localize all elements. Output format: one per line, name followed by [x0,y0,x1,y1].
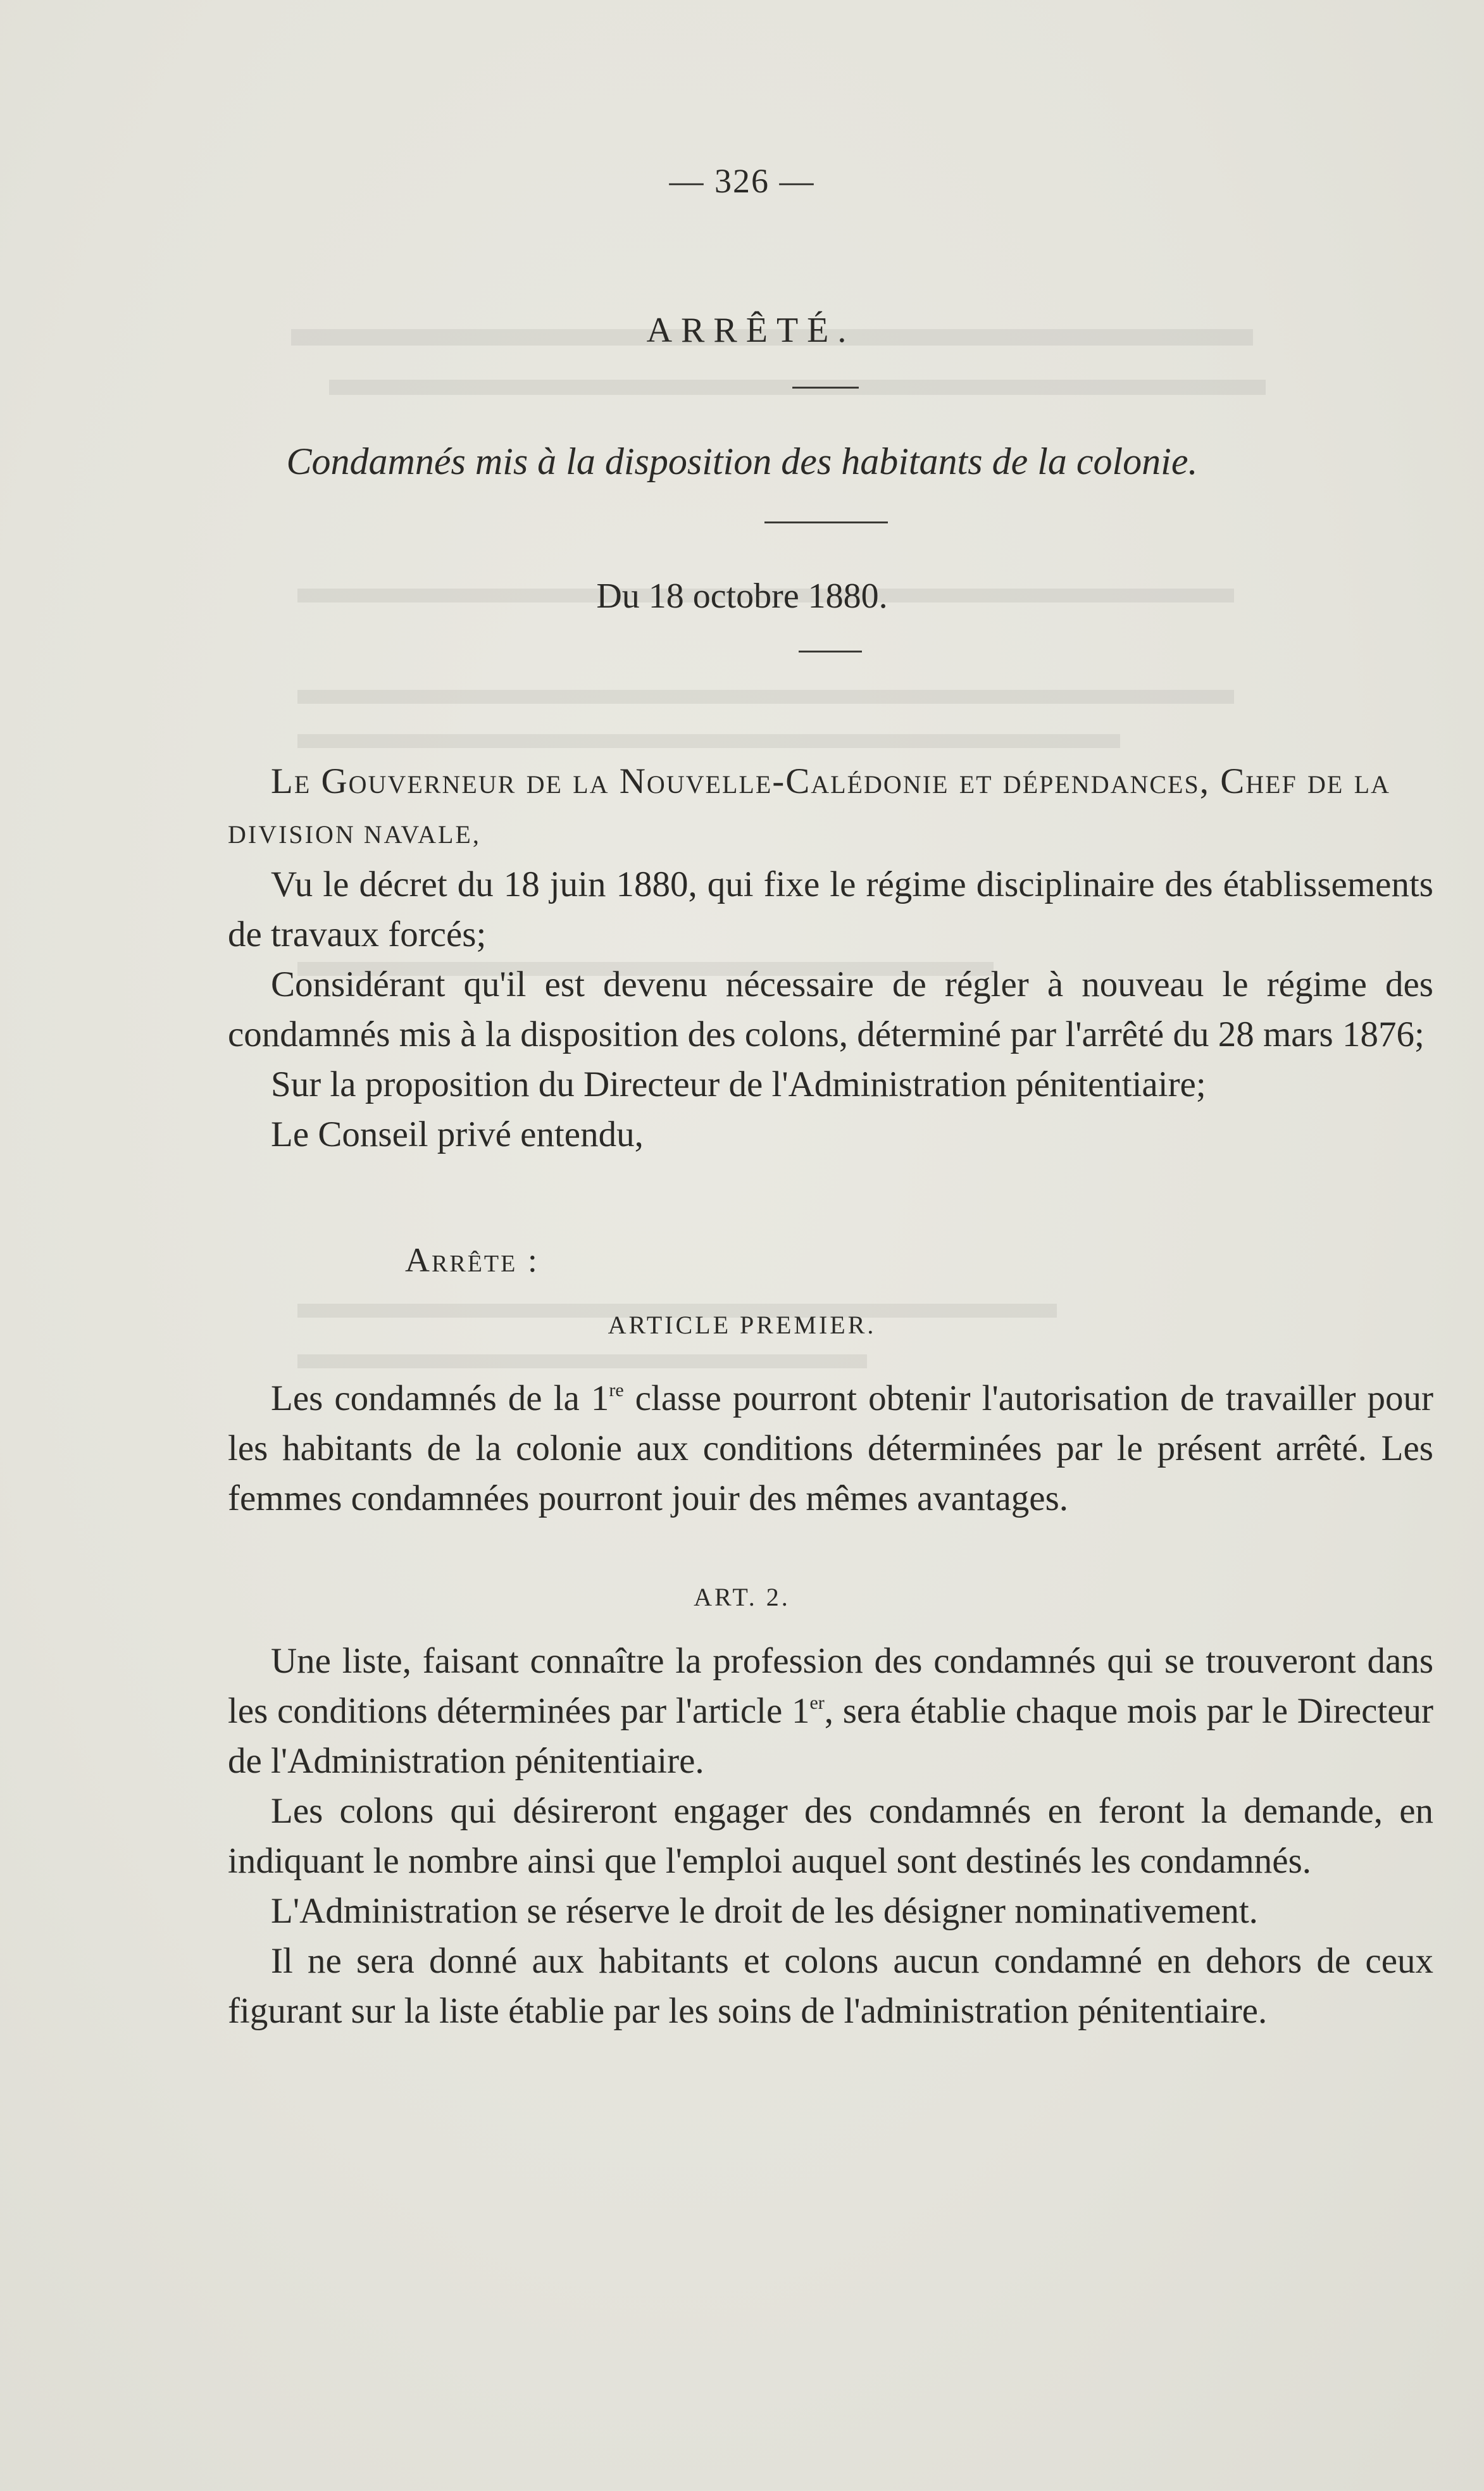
article-2-body [228,1636,1433,2036]
title-rule [792,387,859,389]
ordinal-superscript: re [609,1380,624,1401]
article-heading: ARTICLE PREMIER. [608,1311,876,1339]
consideration-paragraph: Vu le décret du 18 juin 1880, qui fixe le régime disciplinaire des établissements de travaux forcés; [228,865,1433,954]
consideration-paragraph: Sur la proposition du Directeur de l'Administration pénitentiaire; [271,1064,1206,1104]
article-heading: ART. 2. [694,1583,790,1611]
subtitle: Condamnés mis à la disposition des habitants de la colonie. [286,440,1198,482]
paragraph-text: Une liste, faisant connaître la profession des condamnés qui se trouveront dans les conditions déterminées par l'article 1 [228,1641,1433,1731]
article-paragraph: L'Administration se réserve le droit de les désigner nominativement. [271,1891,1258,1931]
preamble [228,756,1433,1159]
consideration-paragraph: Considérant qu'il est devenu nécessaire de régler à nouveau le régime des condamnés mis à la disposition des colons, déterminé par l'arrêté du 28 mars 1876; [228,965,1433,1054]
subtitle-rule [764,521,888,523]
ordinal-superscript: er [809,1692,825,1713]
decree-date: Du 18 octobre 1880. [596,577,888,616]
article-paragraph [228,1636,1433,1786]
preamble-opening-continuation: DIVISION NAVALE, [228,820,481,849]
article-paragraph: Il ne sera donné aux habitants et colons aucun condamné en dehors de ceux figurant sur la liste établie par les soins de l'administration pénitentiaire. [228,1941,1433,2031]
arrete-label: Arrête : [405,1241,539,1279]
article-paragraph: Les colons qui désireront engager des condamnés en feront la demande, en indiquant le nombre ainsi que l'emploi auquel sont destinés les condamnés. [228,1791,1433,1881]
preamble-opening-line: Le Gouverneur de la Nouvelle-Calédonie et dépendances, Chef de la [271,761,1390,801]
preamble-opening [228,756,1433,859]
paragraph-text: , sera établie chaque mois par le Directeur de l'Administration pénitentiaire. [228,1691,1433,1781]
paragraph-text: Les condamnés de la 1 [271,1378,609,1418]
page-number: — 326 — [669,162,815,200]
article-1-body [228,1373,1433,1523]
consideration-paragraph: Le Conseil privé entendu, [271,1114,644,1154]
paragraph-text: classe pourront obtenir l'autorisation de travailler pour les habitants de la colonie aux conditions déterminées par le présent arrêté. Les femmes condamnées pourront jouir des mêmes avantages. [228,1378,1433,1518]
date-rule [799,651,862,652]
article-paragraph [228,1373,1433,1523]
page-title: ARRÊTÉ. [646,311,856,350]
